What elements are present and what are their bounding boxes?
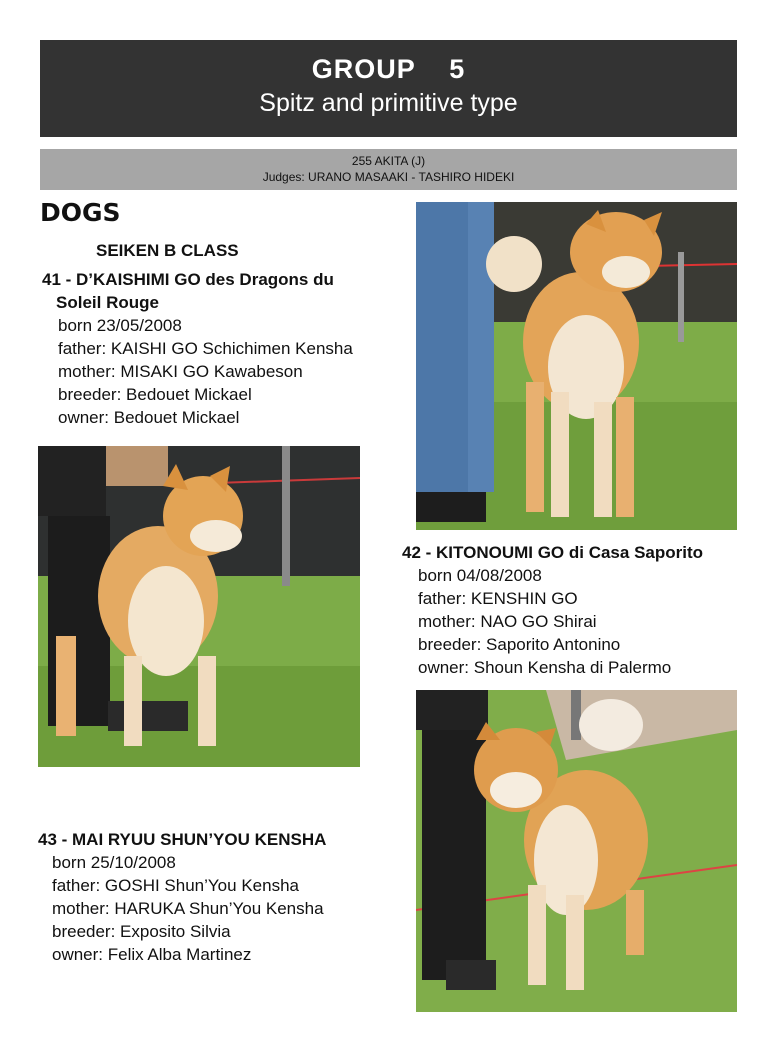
akita-photo-image [416, 690, 737, 1012]
photo-dog-42 [416, 202, 737, 530]
entry-owner: owner: Shoun Kensha di Palermo [418, 658, 672, 677]
entry-mother: mother: MISAKI GO Kawabeson [58, 362, 303, 381]
akita-photo-image [38, 446, 360, 767]
entry-42 [402, 541, 703, 679]
entry-father: father: GOSHI Shun’You Kensha [52, 876, 299, 895]
entry-title-cont: Soleil Rouge [56, 293, 159, 312]
group-title: GROUP 5 [311, 54, 466, 84]
entry-father: father: KAISHI GO Schichimen Kensha [58, 339, 353, 358]
entry-born: born 23/05/2008 [58, 316, 182, 335]
section-title: DOGS [40, 198, 121, 227]
entry-breeder: breeder: Saporito Antonino [418, 635, 621, 654]
entry-title: 41 - D’KAISHIMI GO des Dragons du [42, 270, 334, 289]
entry-breeder: breeder: Bedouet Mickael [58, 385, 252, 404]
entry-43 [38, 828, 326, 966]
entry-owner: owner: Bedouet Mickael [58, 408, 240, 427]
breed-name: 255 AKITA (J) [351, 154, 426, 168]
entry-born: born 25/10/2008 [52, 853, 176, 872]
judges-line: Judges: URANO MASAAKI - TASHIRO HIDEKI [262, 170, 515, 184]
entry-mother: mother: NAO GO Shirai [418, 612, 597, 631]
breed-bar [40, 149, 737, 190]
entry-born: born 04/08/2008 [418, 566, 542, 585]
entry-owner: owner: Felix Alba Martinez [52, 945, 252, 964]
akita-photo-image [416, 202, 737, 530]
entry-title: 42 - KITONOUMI GO di Casa Saporito [402, 543, 704, 562]
entry-father: father: KENSHIN GO [418, 589, 578, 608]
photo-dog-41 [38, 446, 360, 767]
entry-mother: mother: HARUKA Shun’You Kensha [52, 899, 324, 918]
group-subtitle: Spitz and primitive type [259, 89, 518, 117]
entry-breeder: breeder: Exposito Silvia [52, 922, 231, 941]
photo-dog-43 [416, 690, 737, 1012]
class-title: SEIKEN B CLASS [96, 241, 239, 260]
entry-41 [42, 268, 353, 429]
entry-title: 43 - MAI RYUU SHUN’YOU KENSHA [38, 830, 327, 849]
group-header [40, 40, 737, 137]
